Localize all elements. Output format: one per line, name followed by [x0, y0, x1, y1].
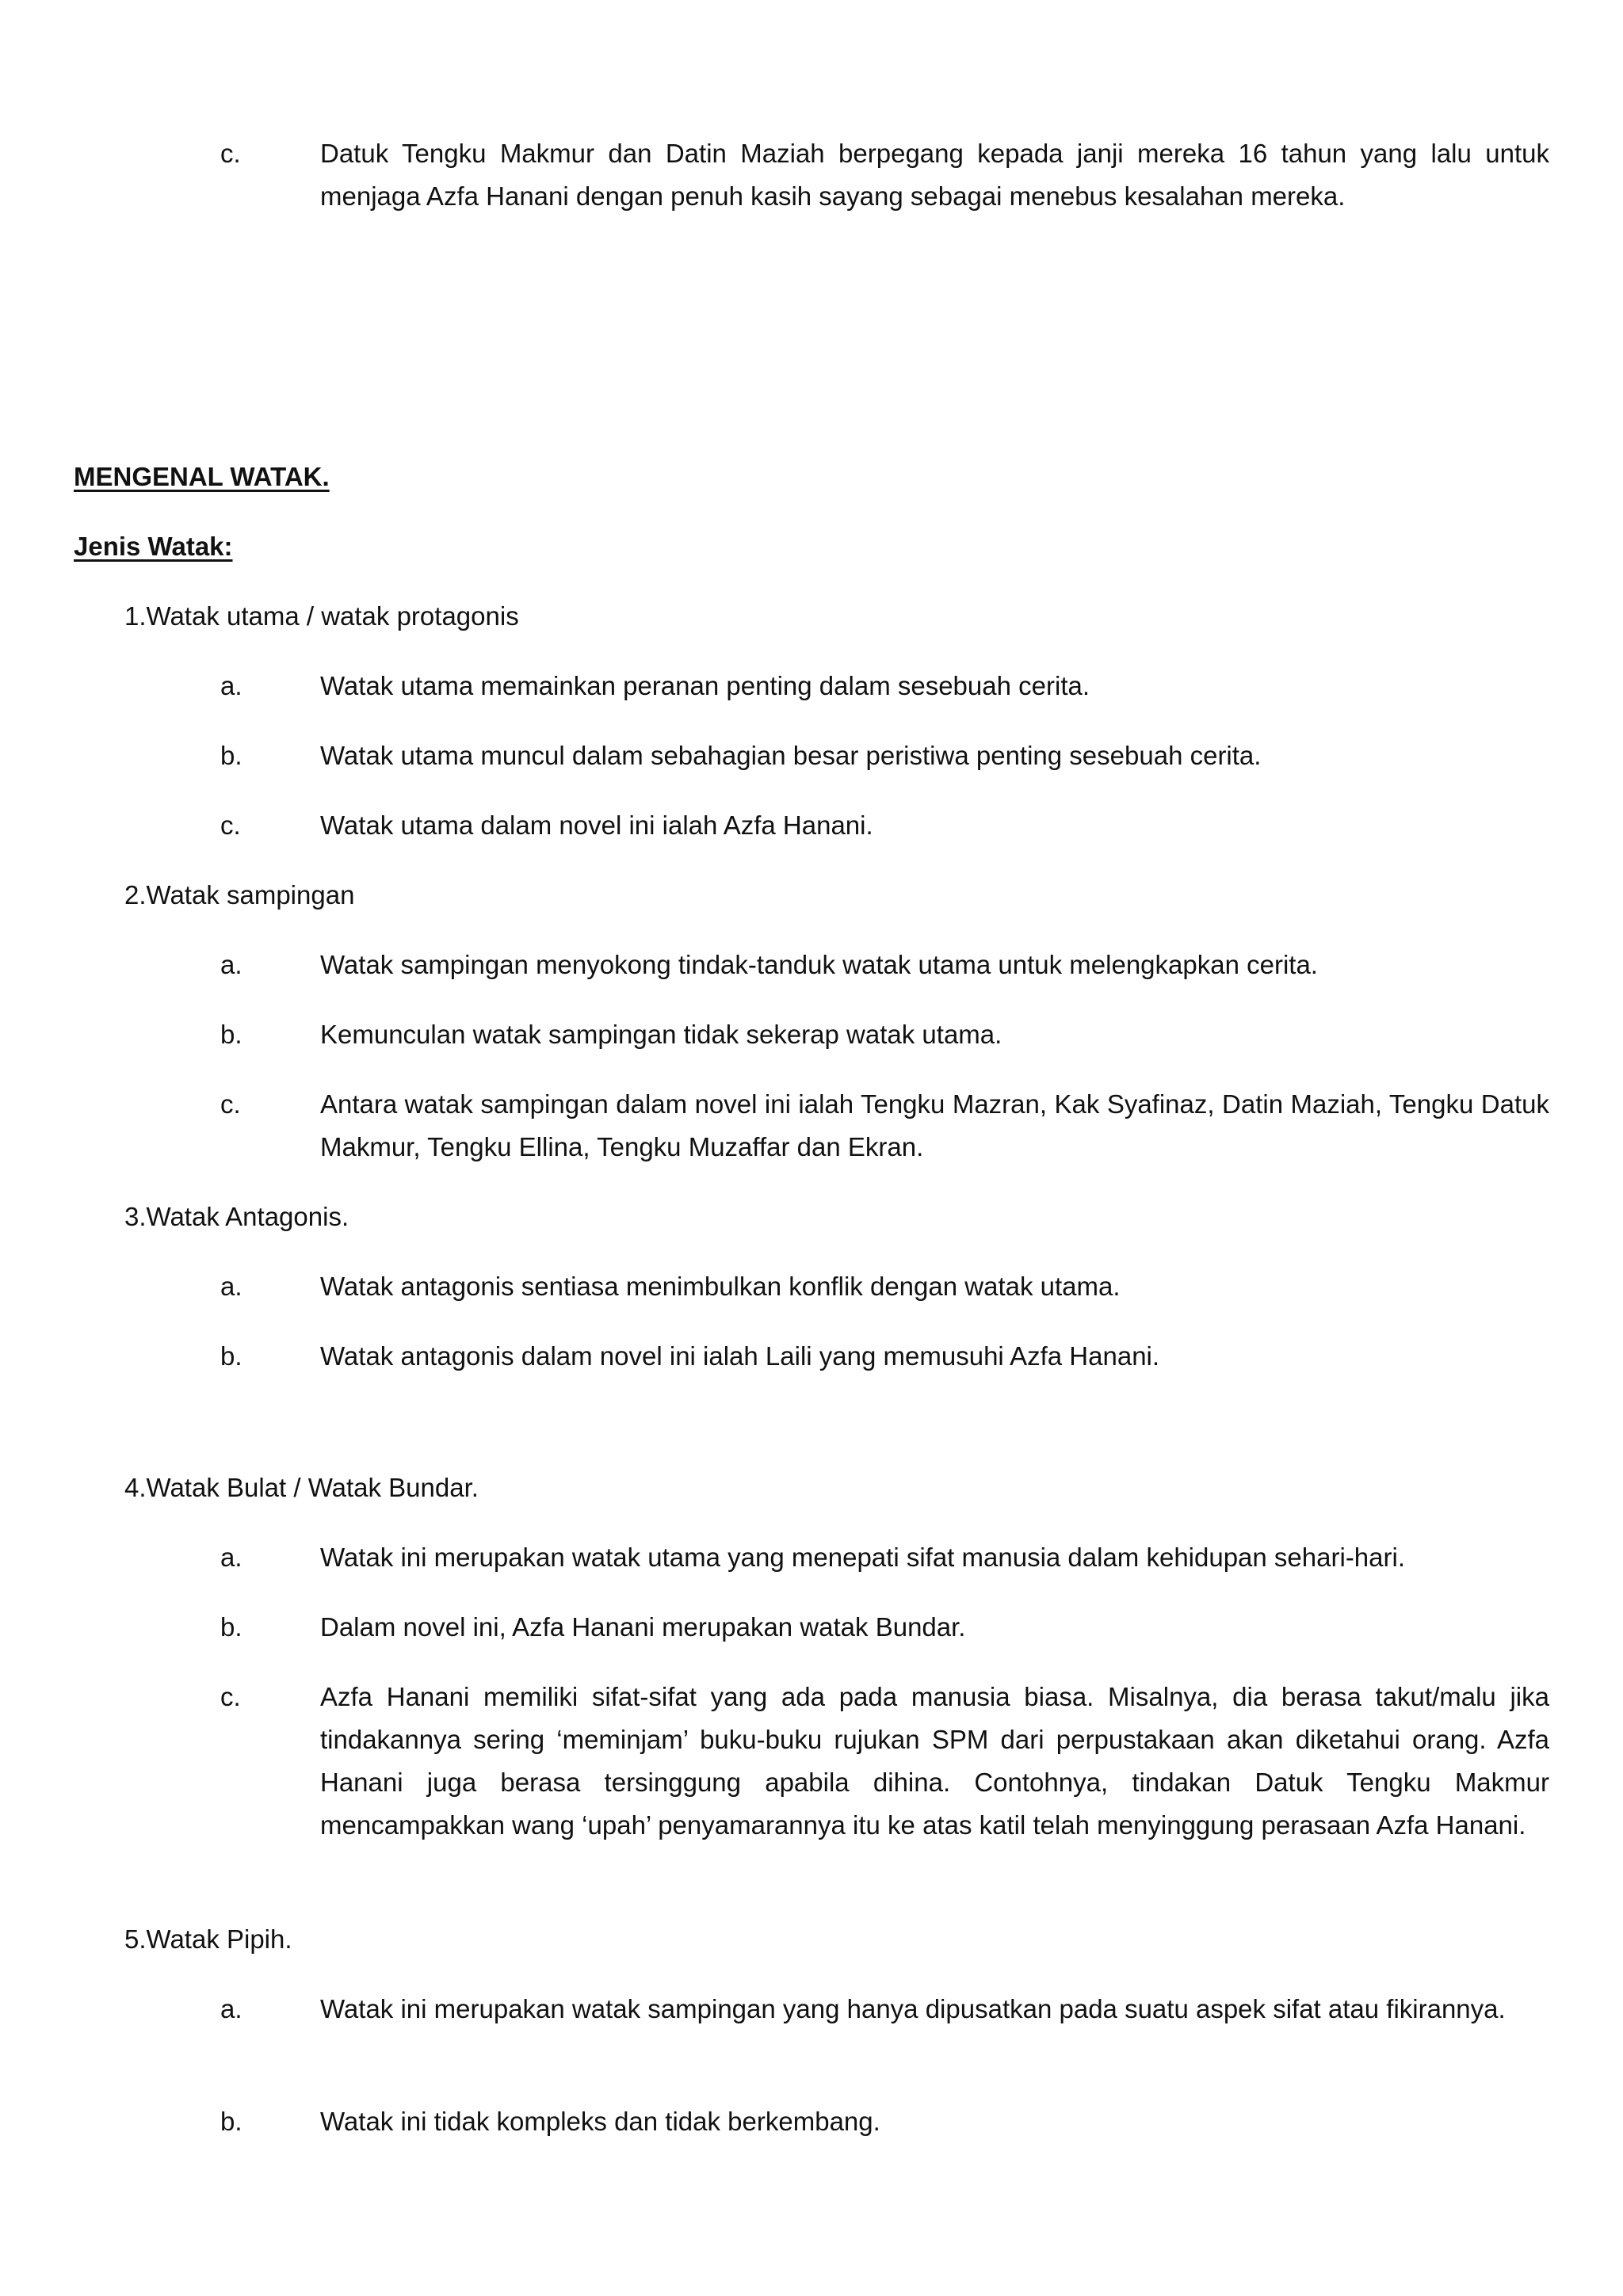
list-item [220, 804, 1549, 847]
item-text: Kemunculan watak sampingan tidak sekerap watak utama. [320, 1020, 1002, 1049]
category-heading: 2.Watak sampingan [124, 880, 355, 910]
item-text: Dalam novel ini, Azfa Hanani merupakan watak Bundar. [320, 1612, 966, 1642]
item-text: Watak utama muncul dalam sebahagian besar peristiwa penting sesebuah cerita. [320, 741, 1262, 770]
list-item [220, 665, 1549, 707]
item-letter: a. [220, 671, 242, 700]
item-text: Watak utama dalam novel ini ialah Azfa Hanani. [320, 810, 873, 840]
item-text: Watak antagonis sentiasa menimbulkan konflik dengan watak utama. [320, 1272, 1121, 1301]
list-item [220, 1606, 1549, 1649]
item-letter: b. [220, 741, 242, 770]
list-item [220, 1676, 1549, 1847]
intro-list-item [220, 132, 1549, 218]
list-item [220, 1013, 1549, 1056]
list-item [220, 944, 1549, 986]
list-item [220, 1536, 1549, 1579]
item-text: Watak utama memainkan peranan penting dalam sesebuah cerita. [320, 671, 1090, 700]
item-letter: b. [220, 1612, 242, 1642]
item-text: Watak ini merupakan watak utama yang menepati sifat manusia dalam kehidupan sehari-hari. [320, 1543, 1406, 1572]
list-item [220, 734, 1549, 777]
list-item [220, 1335, 1549, 1378]
list-item [220, 2100, 1549, 2143]
item-letter: a. [220, 1543, 242, 1572]
item-letter: c. [220, 1089, 241, 1119]
item-text: Watak ini merupakan watak sampingan yang hanya dipusatkan pada suatu aspek sifat atau fikirannya. [320, 1994, 1506, 2023]
item-text: Watak sampingan menyokong tindak-tanduk watak utama untuk melengkapkan cerita. [320, 950, 1318, 979]
item-text: Datuk Tengku Makmur dan Datin Maziah berpegang kepada janji mereka 16 tahun yang lalu untuk menjaga Azfa Hanani dengan penuh kasih sayang sebagai menebus kesalahan mereka. [320, 139, 1549, 211]
item-text: Antara watak sampingan dalam novel ini ialah Tengku Mazran, Kak Syafinaz, Datin Maziah, Tengku Datuk Makmur, Tengku Ellina, Tengku Muzaffar dan Ekran. [320, 1089, 1549, 1161]
item-letter: c. [220, 1682, 241, 1711]
list-item [220, 1988, 1549, 2031]
category-heading: 4.Watak Bulat / Watak Bundar. [124, 1473, 479, 1502]
item-letter: b. [220, 1020, 242, 1049]
list-item [220, 1083, 1549, 1169]
category-heading: 1.Watak utama / watak protagonis [124, 601, 519, 631]
category-heading: 5.Watak Pipih. [124, 1924, 292, 1954]
item-letter: b. [220, 2107, 242, 2136]
item-letter: a. [220, 1994, 242, 2023]
list-item [220, 1265, 1549, 1308]
item-text: Watak ini tidak kompleks dan tidak berkembang. [320, 2107, 880, 2136]
item-letter: a. [220, 1272, 242, 1301]
subsection-title: Jenis Watak: [74, 532, 233, 561]
section-title: MENGENAL WATAK. [74, 462, 330, 491]
item-letter: b. [220, 1341, 242, 1371]
item-text: Watak antagonis dalam novel ini ialah Laili yang memusuhi Azfa Hanani. [320, 1341, 1160, 1371]
category-heading: 3.Watak Antagonis. [124, 1202, 349, 1231]
item-letter: c. [220, 810, 241, 840]
item-letter: a. [220, 950, 242, 979]
item-letter: c. [220, 139, 241, 168]
item-text: Azfa Hanani memiliki sifat-sifat yang ada pada manusia biasa. Misalnya, dia berasa takut/malu jika tindakannya sering ‘meminjam’ buku-buku rujukan SPM dari perpustakaan akan diketahui orang. Azfa Hanani juga berasa tersinggung apabila dihina. Contohnya, tindakan Datuk Tengku Makmur mencampakkan wang ‘upah’ penyamarannya itu ke atas katil telah menyinggung perasaan Azfa Hanani. [320, 1682, 1549, 1840]
